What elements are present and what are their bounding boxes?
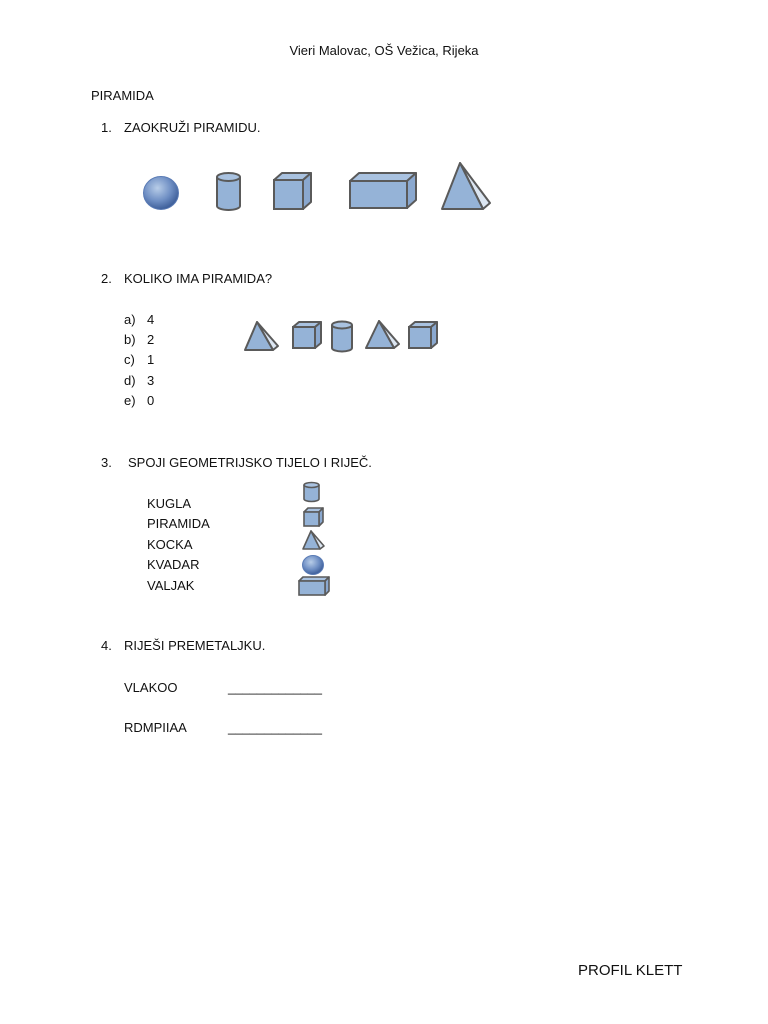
word-kvadar[interactable]: KVADAR xyxy=(147,557,200,572)
answer-a-value[interactable]: 4 xyxy=(147,312,155,327)
word-valjak[interactable]: VALJAK xyxy=(147,578,195,593)
pyramid-icon xyxy=(243,320,281,352)
word-piramida[interactable]: PIRAMIDA xyxy=(147,516,210,531)
pyramid-icon xyxy=(364,319,402,351)
pyramid-icon[interactable] xyxy=(440,161,494,213)
answer-c-letter: c) xyxy=(124,352,135,367)
question-4-number: 4. xyxy=(101,638,112,653)
scrambled-word-1: VLAKOO xyxy=(124,680,178,695)
question-1-number: 1. xyxy=(101,120,112,135)
answer-a-letter: a) xyxy=(124,312,136,327)
answer-e-letter: e) xyxy=(124,393,136,408)
author-header: Vieri Malovac, OŠ Vežica, Rijeka xyxy=(289,43,479,58)
question-3-number: 3. xyxy=(101,455,112,470)
answer-d-letter: d) xyxy=(124,373,136,388)
answer-b-letter: b) xyxy=(124,332,136,347)
answer-e-value[interactable]: 0 xyxy=(147,393,155,408)
cube-icon[interactable] xyxy=(302,507,325,528)
sphere-icon[interactable] xyxy=(143,176,181,211)
cube-icon[interactable] xyxy=(272,172,314,212)
cuboid-icon[interactable] xyxy=(348,171,420,211)
cube-icon xyxy=(291,321,323,351)
cube-icon xyxy=(407,321,439,351)
cylinder-icon[interactable] xyxy=(215,172,243,212)
question-1-text: ZAOKRUŽI PIRAMIDU. xyxy=(124,120,261,135)
answer-c-value[interactable]: 1 xyxy=(147,352,155,367)
publisher-footer: PROFIL KLETT xyxy=(578,962,683,979)
scrambled-word-2: RDMPIIAA xyxy=(124,720,187,735)
word-kocka[interactable]: KOCKA xyxy=(147,537,193,552)
cylinder-icon xyxy=(330,321,354,353)
page-title: PIRAMIDA xyxy=(91,88,154,103)
answer-b-value[interactable]: 2 xyxy=(147,332,155,347)
answer-blank-2[interactable]: _____________ xyxy=(228,720,322,735)
question-2-number: 2. xyxy=(101,271,112,286)
cuboid-icon[interactable] xyxy=(297,576,331,597)
answer-blank-1[interactable]: _____________ xyxy=(228,680,322,695)
question-2-text: KOLIKO IMA PIRAMIDA? xyxy=(124,271,273,286)
pyramid-icon[interactable] xyxy=(301,529,326,551)
word-kugla[interactable]: KUGLA xyxy=(147,496,192,511)
sphere-icon[interactable] xyxy=(302,555,324,575)
cylinder-icon[interactable] xyxy=(302,482,321,503)
question-4-text: RIJEŠI PREMETALJKU. xyxy=(124,638,266,653)
question-3-text: SPOJI GEOMETRIJSKO TIJELO I RIJEČ. xyxy=(128,455,372,470)
answer-d-value[interactable]: 3 xyxy=(147,373,155,388)
